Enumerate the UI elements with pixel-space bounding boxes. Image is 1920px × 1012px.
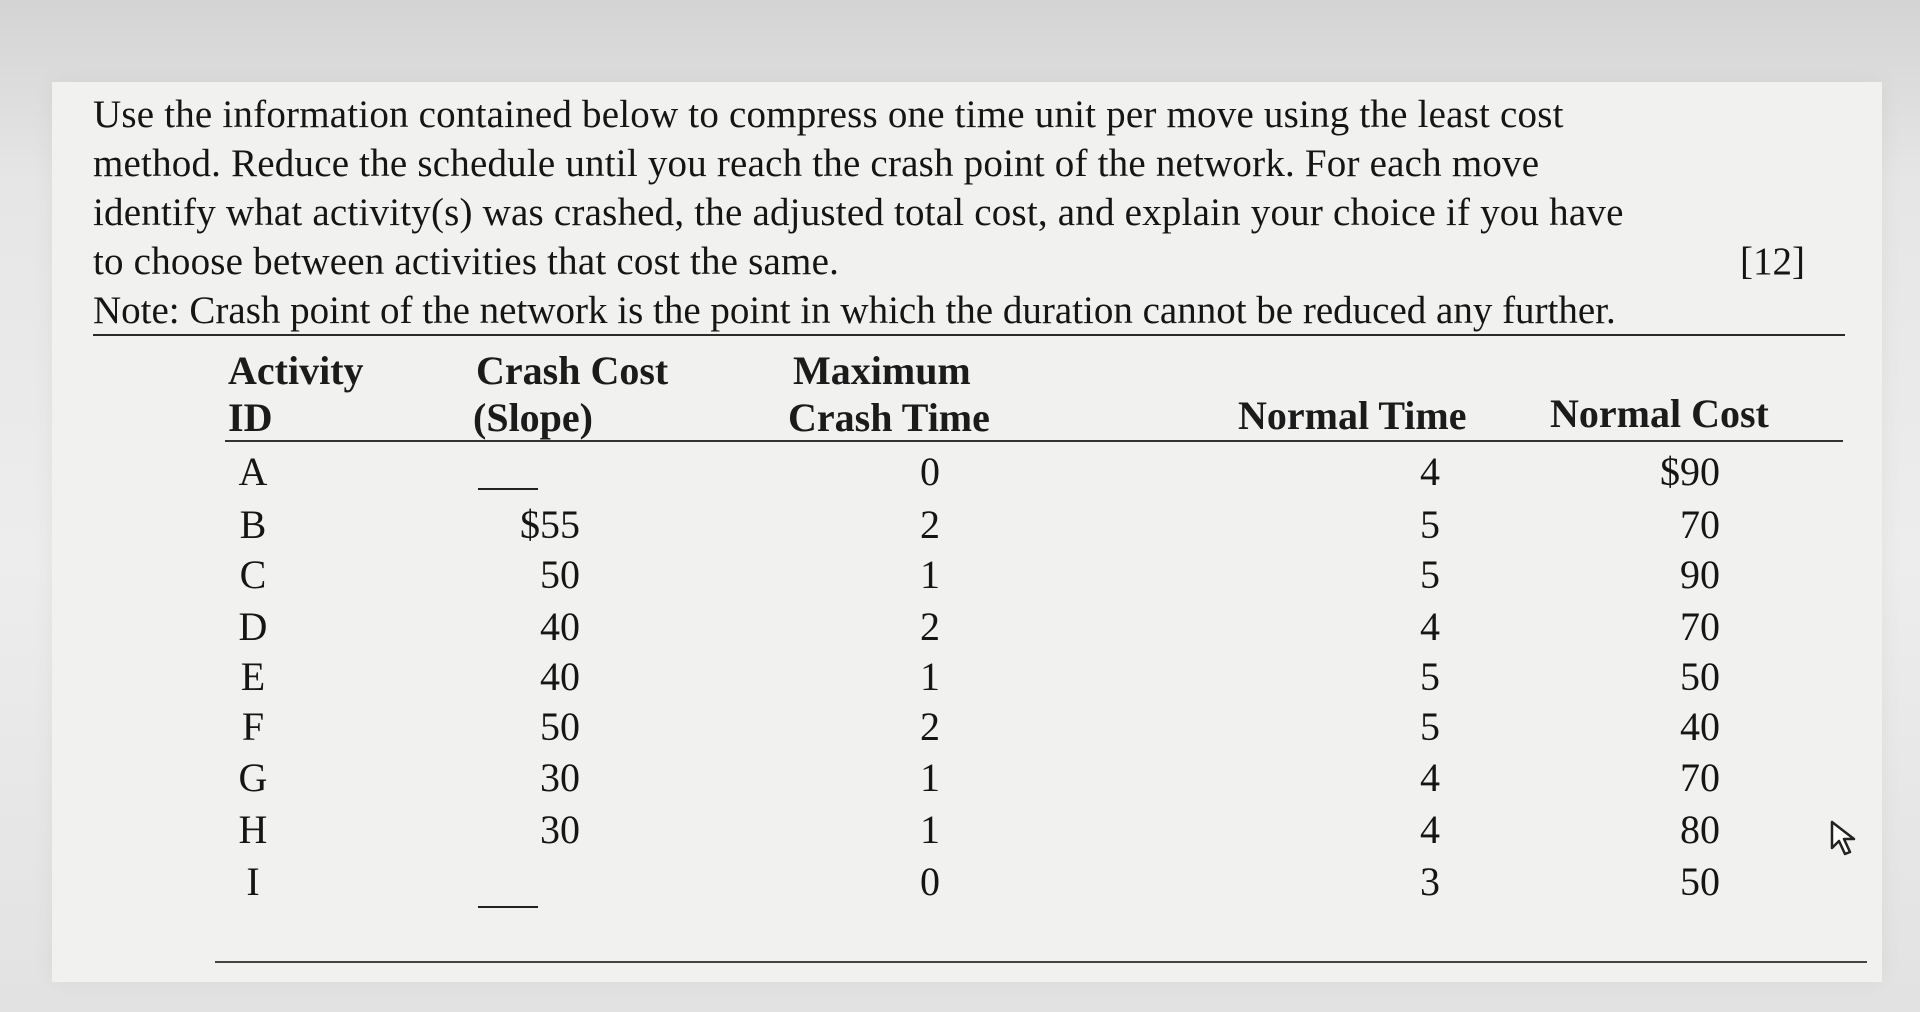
marks-label: [12]	[1740, 240, 1805, 283]
cell-activity-id: H	[238, 807, 268, 852]
question-text	[93, 90, 1843, 286]
note-underline	[93, 334, 1845, 336]
header-normal-cost: Normal Cost	[1550, 391, 1769, 436]
cell-crash-cost: 30	[540, 755, 580, 800]
cell-crash-cost: 40	[540, 604, 580, 649]
table-row	[0, 701, 1920, 753]
cell-normal-time: 5	[1420, 502, 1440, 547]
header-crash-line2: Crash Time	[788, 395, 990, 440]
cell-normal-time: 3	[1420, 859, 1440, 904]
header-slope-line1: Crash Cost	[476, 348, 669, 393]
table-row	[0, 446, 1920, 498]
header-activity-line2: ID	[228, 395, 273, 440]
cell-crash-time: 1	[920, 654, 940, 699]
cell-slope-dash	[478, 906, 538, 908]
cell-crash-time: 0	[920, 859, 940, 904]
cell-normal-time: 4	[1420, 755, 1440, 800]
table-row	[0, 752, 1920, 804]
question-line: identify what activity(s) was crashed, the adjusted total cost, and explain your choice if you have	[93, 191, 1624, 234]
cell-normal-time: 4	[1420, 604, 1440, 649]
table-row	[0, 549, 1920, 601]
cell-crash-time: 0	[920, 449, 940, 494]
cell-crash-time: 2	[920, 604, 940, 649]
cell-crash-cost: 30	[540, 807, 580, 852]
cell-normal-cost: 70	[1680, 755, 1720, 800]
cell-normal-cost: 70	[1680, 604, 1720, 649]
cell-activity-id: C	[239, 552, 267, 597]
cell-activity-id: G	[238, 755, 268, 800]
cell-slope-dash	[478, 488, 538, 490]
cell-activity-id: F	[241, 704, 265, 749]
cell-crash-time: 1	[920, 755, 940, 800]
cell-normal-cost: 40	[1680, 704, 1720, 749]
cell-normal-cost: 90	[1680, 552, 1720, 597]
cell-normal-time: 5	[1420, 704, 1440, 749]
table-bottom-rule	[215, 961, 1867, 963]
mouse-pointer-icon	[1828, 818, 1864, 858]
cell-activity-id: A	[238, 449, 268, 494]
table-row	[0, 601, 1920, 653]
header-crash-line1: Maximum	[793, 348, 971, 393]
cell-activity-id: B	[239, 502, 267, 547]
table-row	[0, 651, 1920, 703]
cell-normal-time: 5	[1420, 552, 1440, 597]
cell-crash-cost: 50	[540, 552, 580, 597]
cell-crash-time: 2	[920, 502, 940, 547]
header-slope-line2: (Slope)	[473, 395, 593, 440]
cell-normal-time: 4	[1420, 807, 1440, 852]
cell-normal-time: 4	[1420, 449, 1440, 494]
header-normal-time: Normal Time	[1238, 393, 1467, 438]
header-activity-line1: Activity	[228, 348, 364, 393]
table-row	[0, 499, 1920, 551]
cell-crash-cost: 40	[540, 654, 580, 699]
question-line: method. Reduce the schedule until you reach the crash point of the network. For each move	[93, 142, 1540, 185]
question-line: to choose between activities that cost the same.	[93, 240, 840, 283]
cell-crash-time: 1	[920, 552, 940, 597]
table-row	[0, 856, 1920, 908]
question-line: Use the information contained below to compress one time unit per move using the least cost	[93, 93, 1564, 136]
cell-activity-id: E	[240, 654, 266, 699]
cell-normal-cost: 50	[1680, 859, 1720, 904]
cell-activity-id: I	[246, 859, 260, 904]
cell-normal-cost: $90	[1660, 449, 1720, 494]
note-text: Note: Crash point of the network is the point in which the duration cannot be reduced any further.	[93, 289, 1616, 332]
table-row	[0, 804, 1920, 856]
cell-crash-time: 2	[920, 704, 940, 749]
cell-activity-id: D	[238, 604, 268, 649]
header-rule	[225, 440, 1843, 442]
cell-normal-cost: 70	[1680, 502, 1720, 547]
cell-crash-cost: $55	[520, 502, 580, 547]
cell-crash-time: 1	[920, 807, 940, 852]
cell-normal-cost: 80	[1680, 807, 1720, 852]
cell-normal-cost: 50	[1680, 654, 1720, 699]
cell-normal-time: 5	[1420, 654, 1440, 699]
cell-crash-cost: 50	[540, 704, 580, 749]
